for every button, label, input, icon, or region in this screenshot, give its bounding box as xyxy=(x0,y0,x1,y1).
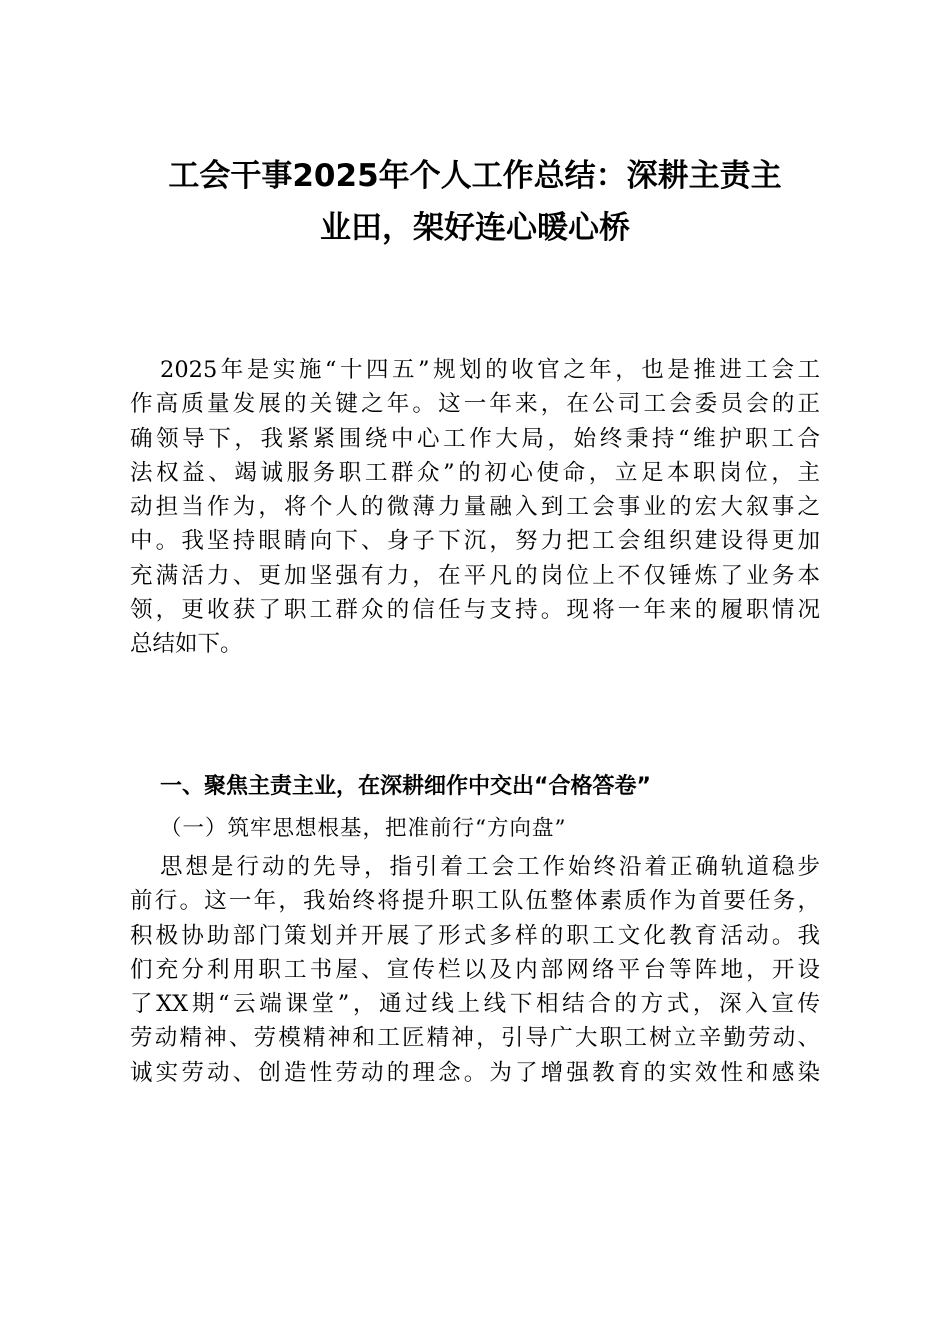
paragraph-line: 前行。这一年，我始终将提升职工队伍整体素质作为首要任务， xyxy=(130,888,820,915)
paragraph-line: 作高质量发展的关键之年。这一年来，在公司工会委员会的正 xyxy=(130,391,820,418)
subsection-heading: （一）筑牢思想根基，把准前行“方向盘” xyxy=(160,816,567,841)
paragraph-line: 们充分利用职工书屋、宣传栏以及内部网络平台等阵地，开设 xyxy=(130,956,820,983)
paragraph-line: 动担当作为，将个人的微薄力量融入到工会事业的宏大叙事之 xyxy=(130,494,820,521)
subsection-paragraph xyxy=(130,850,820,1090)
paragraph-line: 总结如下。 xyxy=(130,631,243,658)
paragraph-line: 积极协助部门策划并开展了形式多样的职工文化教育活动。我 xyxy=(130,922,820,949)
paragraph-line: 思想是行动的先导，指引着工会工作始终沿着正确轨道稳步 xyxy=(160,854,820,880)
section-heading: 一、聚焦主责主业，在深耕细作中交出“合格答卷” xyxy=(160,774,651,799)
paragraph-line: 2025年是实施“十四五”规划的收官之年，也是推进工会工 xyxy=(160,357,820,383)
title-line: 工会干事2025年个人工作总结：深耕主责主 xyxy=(168,158,782,194)
paragraph-line: 劳动精神、劳模精神和工匠精神，引导广大职工树立辛勤劳动、 xyxy=(130,1025,820,1052)
paragraph-line: 诚实劳动、创造性劳动的理念。为了增强教育的实效性和感染 xyxy=(130,1059,820,1086)
paragraph-line: 充满活力、更加坚强有力，在平凡的岗位上不仅锤炼了业务本 xyxy=(130,562,820,589)
intro-paragraph xyxy=(130,353,820,662)
paragraph-line: 了XX期“云端课堂”，通过线上线下相结合的方式，深入宣传 xyxy=(130,991,820,1018)
document-title xyxy=(130,150,820,254)
paragraph-line: 确领导下，我紧紧围绕中心工作大局，始终秉持“维护职工合 xyxy=(130,425,820,452)
title-line: 业田，架好连心暖心桥 xyxy=(320,210,630,246)
paragraph-line: 领，更收获了职工群众的信任与支持。现将一年来的履职情况 xyxy=(130,597,820,624)
paragraph-line: 法权益、竭诚服务职工群众”的初心使命，立足本职岗位，主 xyxy=(130,459,820,486)
paragraph-line: 中。我坚持眼睛向下、身子下沉，努力把工会组织建设得更加 xyxy=(130,528,820,555)
